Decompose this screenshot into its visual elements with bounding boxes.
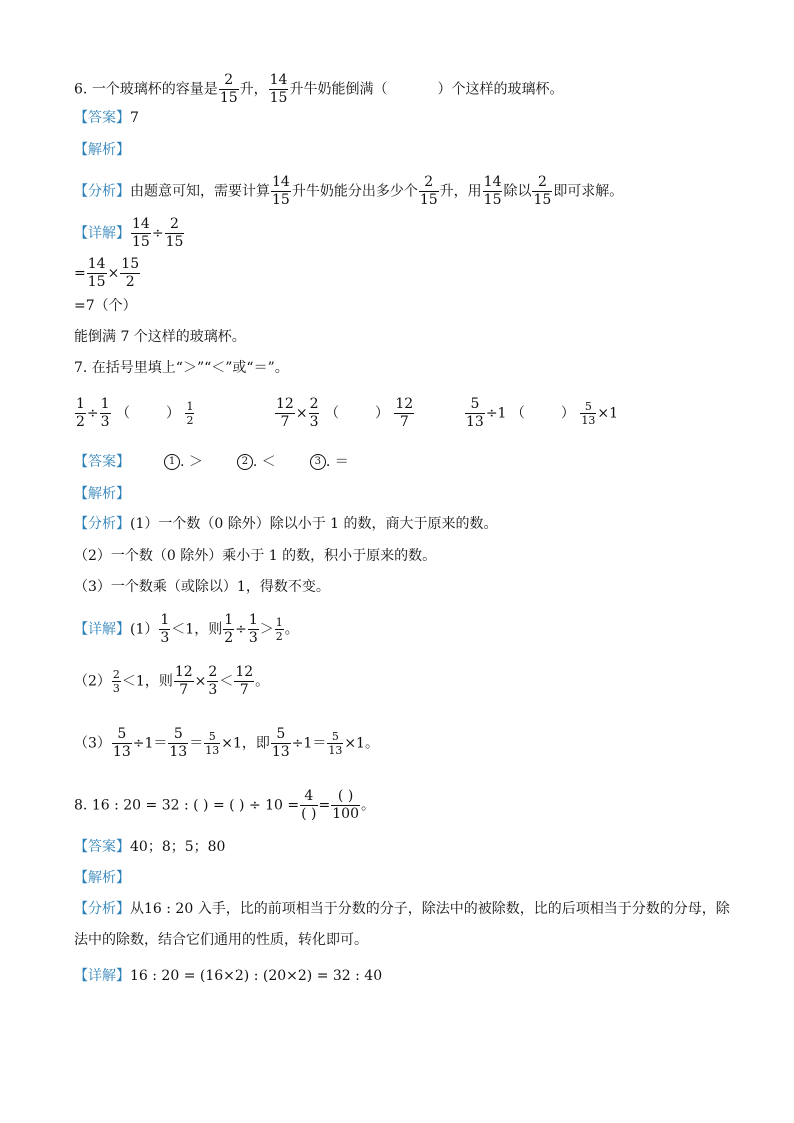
- q6-analysis: 【分析】由题意可知，需要计算 $\frac{14}{15}$ 升牛奶能分出多少个 $\frac{2}{15}$ 升，用 $\frac{14}{15}$ 除以 $\frac{2}{15}$ 即可求解。: [74, 174, 624, 208]
- fraction: $\frac{14}{15}$: [483, 174, 502, 208]
- fraction: $\frac{2}{3}$: [208, 664, 218, 698]
- fraction: $\frac{14}{15}$: [87, 256, 106, 290]
- fraction: $\frac{5}{13}$: [271, 726, 290, 760]
- q7-detail-3: （3） $\frac{5}{13}$ ÷1＝ $\frac{5}{13}$ ＝ $\frac{5}{13}$ ×1，即 $\frac{5}{13}$ ÷1＝ $\frac{5}{13}$ ×1。: [74, 726, 379, 760]
- answer-tag: 【答案】: [74, 454, 130, 470]
- q7-detail-1: 【详解】(1） $\frac{1}{3}$ ＜1，则 $\frac{1}{2}$ ÷ $\frac{1}{3}$ ＞ $\frac{1}{2}$ 。: [74, 612, 299, 646]
- fraction: $\frac{2}{3}$: [309, 396, 319, 430]
- q7-answer: 【答案】 1 . ＞ 2 . ＜ 3 . ＝: [74, 454, 349, 470]
- analysis-tag: 【分析】: [74, 516, 130, 532]
- q6-detail: 【详解】 $\frac{14}{15}$ ÷ $\frac{2}{15}$: [74, 216, 184, 250]
- q7-analysis-2: （2）一个数（0 除外）乘小于 1 的数，积小于原来的数。: [74, 548, 437, 564]
- q7-question: 7. 在括号里填上“＞”“＜”或“＝”。: [74, 360, 289, 376]
- q6-result: =7（个）: [74, 298, 137, 314]
- detail-tag: 【详解】: [74, 621, 130, 638]
- q7-analysis-3: （3）一个数乘（或除以）1，得数不变。: [74, 579, 330, 595]
- q7-problem-3: $\frac{5}{13}$ ÷1 （ ） $\frac{5}{13}$ ×1: [466, 396, 619, 430]
- fraction: $\frac{2}{15}$: [419, 174, 438, 208]
- fraction: $\frac{1}{3}$: [248, 612, 258, 646]
- q7-problem-2: $\frac{12}{7}$ × $\frac{2}{3}$ （ ） $\frac{12}{7}$: [276, 396, 414, 430]
- fraction: $\frac{14}{15}$: [132, 216, 150, 250]
- analysis-tag: 【分析】: [74, 901, 130, 917]
- fraction: $\frac{( )}{100}$: [332, 788, 359, 822]
- jiexi-tag: 【解析】: [74, 142, 130, 158]
- fraction: $\frac{1}{2}$: [186, 400, 194, 427]
- detail-tag: 【详解】: [74, 225, 130, 242]
- q6-detail-step2: = $\frac{14}{15}$ × $\frac{15}{2}$: [74, 256, 140, 290]
- fraction: $\frac{1}{3}$: [160, 612, 170, 646]
- q7-problem-1: $\frac{1}{2}$ ÷ $\frac{1}{3}$ （ ） $\frac{1}{2}$: [76, 396, 194, 430]
- fraction: $\frac{12}{7}$: [174, 664, 193, 698]
- fraction: $\frac{4}{( )}$: [301, 788, 317, 822]
- fraction: $\frac{14}{15}$: [269, 72, 288, 106]
- q6-answer: 【答案】7: [74, 110, 139, 126]
- q6-number: 6.: [74, 81, 88, 98]
- answer-tag: 【答案】: [74, 110, 130, 126]
- fraction: $\frac{5}{13}$: [466, 396, 484, 430]
- q6-conclusion: 能倒满 7 个这样的玻璃杯。: [74, 329, 246, 345]
- fraction: $\frac{14}{15}$: [272, 174, 290, 208]
- analysis-tag: 【分析】: [74, 183, 130, 200]
- q8-number: 8.: [74, 797, 88, 814]
- jiexi-tag: 【解析】: [74, 486, 130, 502]
- q8-analysis-2: 法中的除数，结合它们通用的性质，转化即可。: [74, 932, 368, 948]
- q8-analysis-1: 【分析】从16 : 20 入手，比的前项相当于分数的分子，除法中的被除数，比的后项相当于分数的分母，除: [74, 901, 730, 917]
- fraction: $\frac{1}{2}$: [275, 616, 283, 643]
- fraction: $\frac{2}{3}$: [112, 668, 120, 695]
- answer-tag: 【答案】: [74, 839, 130, 855]
- fraction: $\frac{12}{7}$: [395, 396, 414, 430]
- fraction: $\frac{5}{13}$: [169, 726, 188, 760]
- fraction: $\frac{5}{13}$: [328, 730, 343, 757]
- q7-detail-2: （2） $\frac{2}{3}$ ＜1，则 $\frac{12}{7}$ × $\frac{2}{3}$ ＜ $\frac{12}{7}$ 。: [74, 664, 270, 698]
- q8-question: 8. 16 : 20 = 32 : ( ) = ( ) ÷ 10 = $\frac{4}{( )}$ = $\frac{( )}{100}$ 。: [74, 788, 375, 822]
- fraction: $\frac{12}{7}$: [235, 664, 254, 698]
- jiexi-tag: 【解析】: [74, 870, 130, 886]
- q8-answer: 【答案】40；8；5；80: [74, 839, 226, 855]
- fraction: $\frac{2}{15}$: [165, 216, 184, 250]
- fraction: $\frac{1}{3}$: [100, 396, 110, 430]
- fraction: $\frac{1}{2}$: [76, 396, 85, 430]
- detail-tag: 【详解】: [74, 968, 130, 984]
- fraction: $\frac{2}{15}$: [533, 174, 552, 208]
- q6-question: 6. 一个玻璃杯的容量是 $\frac{2}{15}$ 升， $\frac{14}{15}$ 升牛奶能倒满（ ）个这样的玻璃杯。: [74, 72, 564, 106]
- fraction: $\frac{5}{13}$: [205, 730, 220, 757]
- fraction: $\frac{2}{15}$: [219, 72, 238, 106]
- fraction: $\frac{5}{13}$: [112, 726, 131, 760]
- fraction: $\frac{15}{2}$: [121, 256, 140, 290]
- fraction: $\frac{5}{13}$: [581, 400, 596, 427]
- fraction: $\frac{1}{2}$: [224, 612, 234, 646]
- fraction: $\frac{12}{7}$: [276, 396, 294, 430]
- q8-detail: 【详解】16 : 20 = (16×2) : (20×2) = 32 : 40: [74, 968, 383, 984]
- q7-analysis-1: 【分析】(1）一个数（0 除外）除以小于 1 的数，商大于原来的数。: [74, 516, 498, 532]
